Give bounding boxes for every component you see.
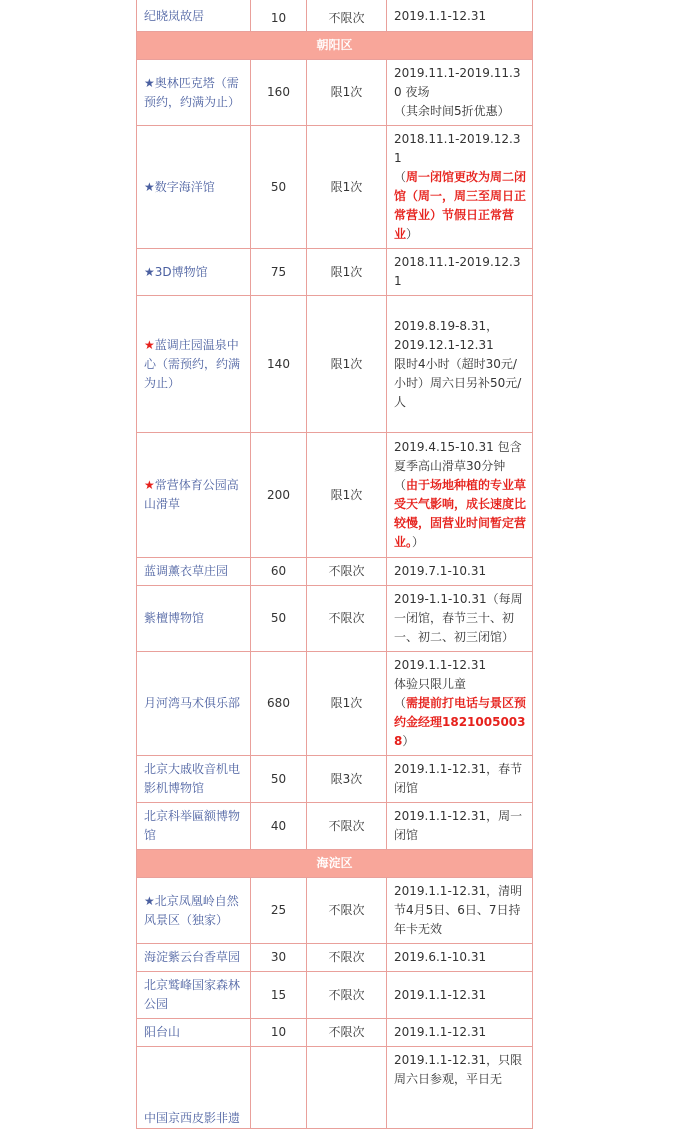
table-row — [137, 1047, 533, 1129]
venue-name: 中国京西皮影非遗 — [137, 1047, 251, 1129]
venue-price: 60 — [251, 558, 307, 586]
visit-limit: 不限次 — [307, 558, 387, 586]
venue-price: 30 — [251, 944, 307, 972]
venue-price: 140 — [251, 296, 307, 433]
table-row — [137, 0, 533, 32]
district-header-haidian: 海淀区 — [137, 850, 533, 878]
valid-period: 2019.6.1-10.31 — [387, 944, 533, 972]
venue-table — [136, 0, 533, 1129]
annual-card-venue-table-wrapper — [136, 0, 532, 1129]
table-row — [137, 558, 533, 586]
valid-period: 2018.11.1-2019.12.31 — [387, 249, 533, 296]
valid-period: 2019.4.15-10.31 包含夏季高山滑草30分钟（由于场地种植的专业草受天气影响，成长速度比较慢，固营业时间暂定营业。） — [387, 433, 533, 558]
featured-star-icon: ★ — [144, 337, 155, 352]
venue-name: 阳台山 — [137, 1019, 251, 1047]
venue-price: 50 — [251, 756, 307, 803]
venue-name: ★数字海洋馆 — [137, 126, 251, 249]
venue-name: ★常营体育公园高山滑草 — [137, 433, 251, 558]
valid-period: 2018.11.1-2019.12.31 （周一闭馆更改为周二闭馆（周一，周三至周日正常营业）节假日正常营业） — [387, 126, 533, 249]
valid-period: 2019.1.1-12.31 体验只限儿童 （需提前打电话与景区预约金经理18210050038） — [387, 652, 533, 756]
venue-price: 200 — [251, 433, 307, 558]
venue-name: 北京大戚收音机电影机博物馆 — [137, 756, 251, 803]
valid-period: 2019.1.1-12.31，周一闭馆 — [387, 803, 533, 850]
visit-limit: 限1次 — [307, 652, 387, 756]
featured-star-icon: ★ — [144, 75, 155, 90]
venue-price: 75 — [251, 249, 307, 296]
venue-name: ★3D博物馆 — [137, 249, 251, 296]
featured-star-icon: ★ — [144, 179, 155, 194]
visit-limit: 限1次 — [307, 126, 387, 249]
table-row — [137, 60, 533, 126]
visit-limit: 限1次 — [307, 249, 387, 296]
visit-limit — [307, 1047, 387, 1129]
table-row — [137, 756, 533, 803]
valid-period: 2019-1.1-10.31（每周一闭馆，春节三十、初一、初二、初三闭馆） — [387, 586, 533, 652]
booking-notice: 需提前打电话与景区预约金经理18210050038 — [394, 696, 527, 748]
venue-price: 50 — [251, 126, 307, 249]
visit-limit: 限1次 — [307, 60, 387, 126]
venue-price: 15 — [251, 972, 307, 1019]
visit-limit: 不限次 — [307, 1019, 387, 1047]
table-row — [137, 296, 533, 433]
table-row — [137, 652, 533, 756]
district-header-row — [137, 850, 533, 878]
table-row — [137, 586, 533, 652]
venue-name: 月河湾马术俱乐部 — [137, 652, 251, 756]
visit-limit: 不限次 — [307, 803, 387, 850]
venue-price: 680 — [251, 652, 307, 756]
venue-price: 10 — [251, 0, 307, 32]
venue-name: 纪晓岚故居 — [137, 0, 251, 32]
table-row — [137, 1019, 533, 1047]
venue-price — [251, 1047, 307, 1129]
visit-limit: 不限次 — [307, 586, 387, 652]
visit-limit: 不限次 — [307, 972, 387, 1019]
valid-period: 2019.1.1-12.31，清明节4月5日、6日、7日持年卡无效 — [387, 878, 533, 944]
venue-price: 50 — [251, 586, 307, 652]
venue-name: ★蓝调庄园温泉中心（需预约，约满为止） — [137, 296, 251, 433]
valid-period: 2019.1.1-12.31，春节闭馆 — [387, 756, 533, 803]
visit-limit: 限3次 — [307, 756, 387, 803]
district-header-chaoyang: 朝阳区 — [137, 32, 533, 60]
venue-name: ★奥林匹克塔（需预约，约满为止） — [137, 60, 251, 126]
visit-limit: 不限次 — [307, 944, 387, 972]
venue-name: 海淀紫云台香草园 — [137, 944, 251, 972]
venue-name: 北京科举匾额博物馆 — [137, 803, 251, 850]
venue-name: 蓝调薰衣草庄园 — [137, 558, 251, 586]
valid-period: 2019.1.1-12.31 — [387, 0, 533, 32]
venue-price: 25 — [251, 878, 307, 944]
valid-period: 2019.1.1-12.31 — [387, 972, 533, 1019]
table-row — [137, 972, 533, 1019]
featured-star-icon: ★ — [144, 264, 155, 279]
featured-star-icon: ★ — [144, 478, 155, 492]
closing-notice: 周一闭馆更改为周二闭馆（周一，周三至周日正常营业）节假日正常营业 — [394, 170, 527, 241]
visit-limit: 不限次 — [307, 0, 387, 32]
venue-name: 紫檀博物馆 — [137, 586, 251, 652]
district-header-row — [137, 32, 533, 60]
table-row — [137, 249, 533, 296]
table-row — [137, 878, 533, 944]
featured-star-icon: ★ — [144, 893, 155, 908]
venue-name: ★北京凤凰岭自然风景区（独家） — [137, 878, 251, 944]
table-row — [137, 126, 533, 249]
venue-price: 160 — [251, 60, 307, 126]
valid-period: 2019.8.19-8.31， 2019.12.1-12.31 限时4小时（超时30元/小时）周六日另补50元/人 — [387, 296, 533, 433]
visit-limit: 限1次 — [307, 296, 387, 433]
valid-period: 2019.11.1-2019.11.30 夜场 （其余时间5折优惠） — [387, 60, 533, 126]
venue-price: 10 — [251, 1019, 307, 1047]
valid-period: 2019.7.1-10.31 — [387, 558, 533, 586]
venue-price: 40 — [251, 803, 307, 850]
table-row — [137, 944, 533, 972]
table-row — [137, 803, 533, 850]
operation-notice: 由于场地种植的专业草受天气影响，成长速度比较慢，固营业时间暂定营业。 — [394, 478, 527, 549]
valid-period: 2019.1.1-12.31，只限周六日参观，平日无 — [387, 1047, 533, 1129]
visit-limit: 限1次 — [307, 433, 387, 558]
visit-limit: 不限次 — [307, 878, 387, 944]
venue-name: 北京鹫峰国家森林公园 — [137, 972, 251, 1019]
table-row — [137, 433, 533, 558]
valid-period: 2019.1.1-12.31 — [387, 1019, 533, 1047]
